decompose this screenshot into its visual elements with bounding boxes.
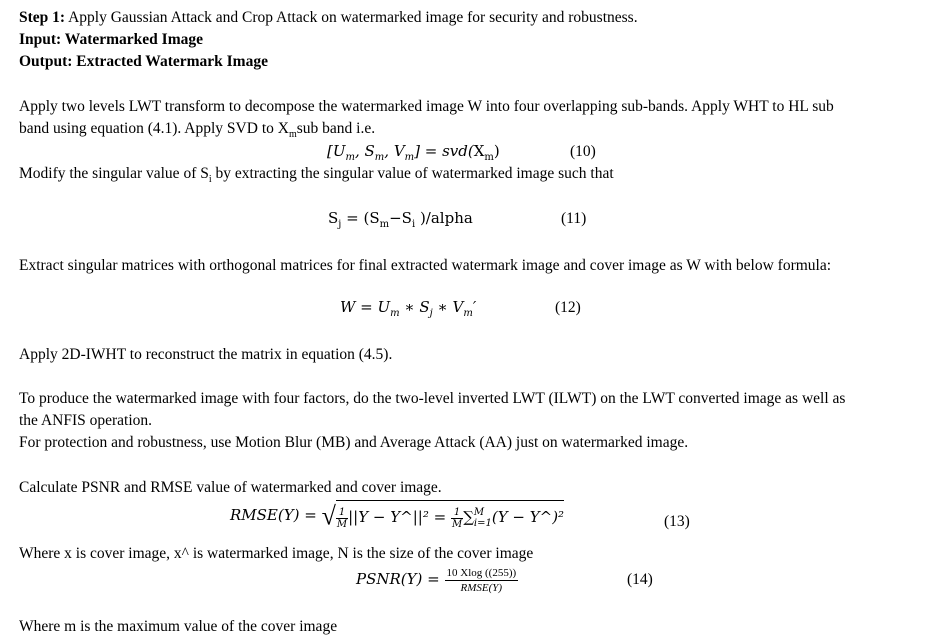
eq10-formula: [$U_m$, $S_m$, $V_m] = svd$( bbox=[327, 142, 474, 163]
para3-line: Extract singular matrices with orthogonal matrices for final extracted watermark image and cover image as W with below formula: bbox=[19, 257, 832, 274]
para1-line2 bbox=[19, 119, 375, 139]
para1-line2-sub: m bbox=[288, 129, 297, 141]
eq14-fraction bbox=[445, 566, 519, 595]
eq11-number: (11) bbox=[561, 210, 587, 227]
para2-sub: i bbox=[208, 174, 212, 186]
eq13-number: (13) bbox=[664, 513, 690, 530]
para2-text: Modify the singular value of S bbox=[19, 165, 209, 182]
para4-line: Apply 2D-IWHT to reconstruct the matrix in equation (4.5). bbox=[19, 346, 393, 363]
output-line: Output: Extracted Watermark Image bbox=[19, 53, 268, 70]
step-1-text: Apply Gaussian Attack and Crop Attack on watermarked image for security and robustness. bbox=[65, 9, 638, 26]
para1-line2-text: band using equation (4.1). Apply SVD to X bbox=[19, 120, 289, 137]
para5-line1: To produce the watermarked image with four factors, do the two-level inverted LWT (ILWT) on the LWT converted image as well as bbox=[19, 390, 846, 407]
equation-11: $S_j = (S_m-S_i$ )/alpha bbox=[328, 209, 473, 230]
para6-line: Calculate PSNR and RMSE value of watermarked and cover image. bbox=[19, 479, 442, 496]
equation-14: PSNR(Y) = $\frac{10 Xlog ((255))}{\text{RMSE(Y)}}$ bbox=[356, 566, 517, 594]
equation-10: [$U_m$, $S_m$, $V_m] = svd(X_m)$ bbox=[327, 142, 500, 163]
para8-line: Where m is the maximum value of the cover image bbox=[19, 618, 338, 635]
para5-line2: the ANFIS operation. bbox=[19, 412, 153, 429]
equation-12: $W = U_m$ ∗ $S_j$ ∗ $V_m'$ bbox=[340, 298, 477, 319]
equation-13: RMSE(Y) = √ $\frac{1}{M}$ ||Y − Y^||² = $\frac{1}{M}$ ∑ M i=1 (Y − Y^)² bbox=[230, 500, 564, 533]
eq14-number: (14) bbox=[627, 571, 653, 588]
eq12-number: (12) bbox=[555, 299, 581, 316]
para2-line bbox=[19, 164, 614, 184]
para1-line1: Apply two levels LWT transform to decompose the watermarked image W into four overlapping sub-bands. Apply WHT to HL sub bbox=[19, 98, 834, 115]
step-1-line bbox=[19, 8, 638, 28]
step-1-label: Step 1: bbox=[19, 9, 66, 26]
para5-line3: For protection and robustness, use Motion Blur (MB) and Average Attack (AA) just on watermarked image. bbox=[19, 434, 689, 451]
para7-line: Where x is cover image, x^ is watermarked image, N is the size of the cover image bbox=[19, 545, 534, 562]
para1-line2-tail: sub band i.e. bbox=[296, 120, 376, 137]
eq10-number: (10) bbox=[570, 143, 596, 160]
sqrt-symbol: √ $\frac{1}{M}$ ||Y − Y^||² = $\frac{1}{M}$ ∑ M i=1 (Y − Y^)² bbox=[322, 500, 564, 533]
eq14-denominator: RMSE(Y) bbox=[460, 581, 503, 594]
para2-tail: by extracting the singular value of watermarked image such that bbox=[211, 165, 614, 182]
eq14-numerator: 10 Xlog ((255)) bbox=[446, 566, 517, 579]
input-line: Input: Watermarked Image bbox=[19, 31, 203, 48]
